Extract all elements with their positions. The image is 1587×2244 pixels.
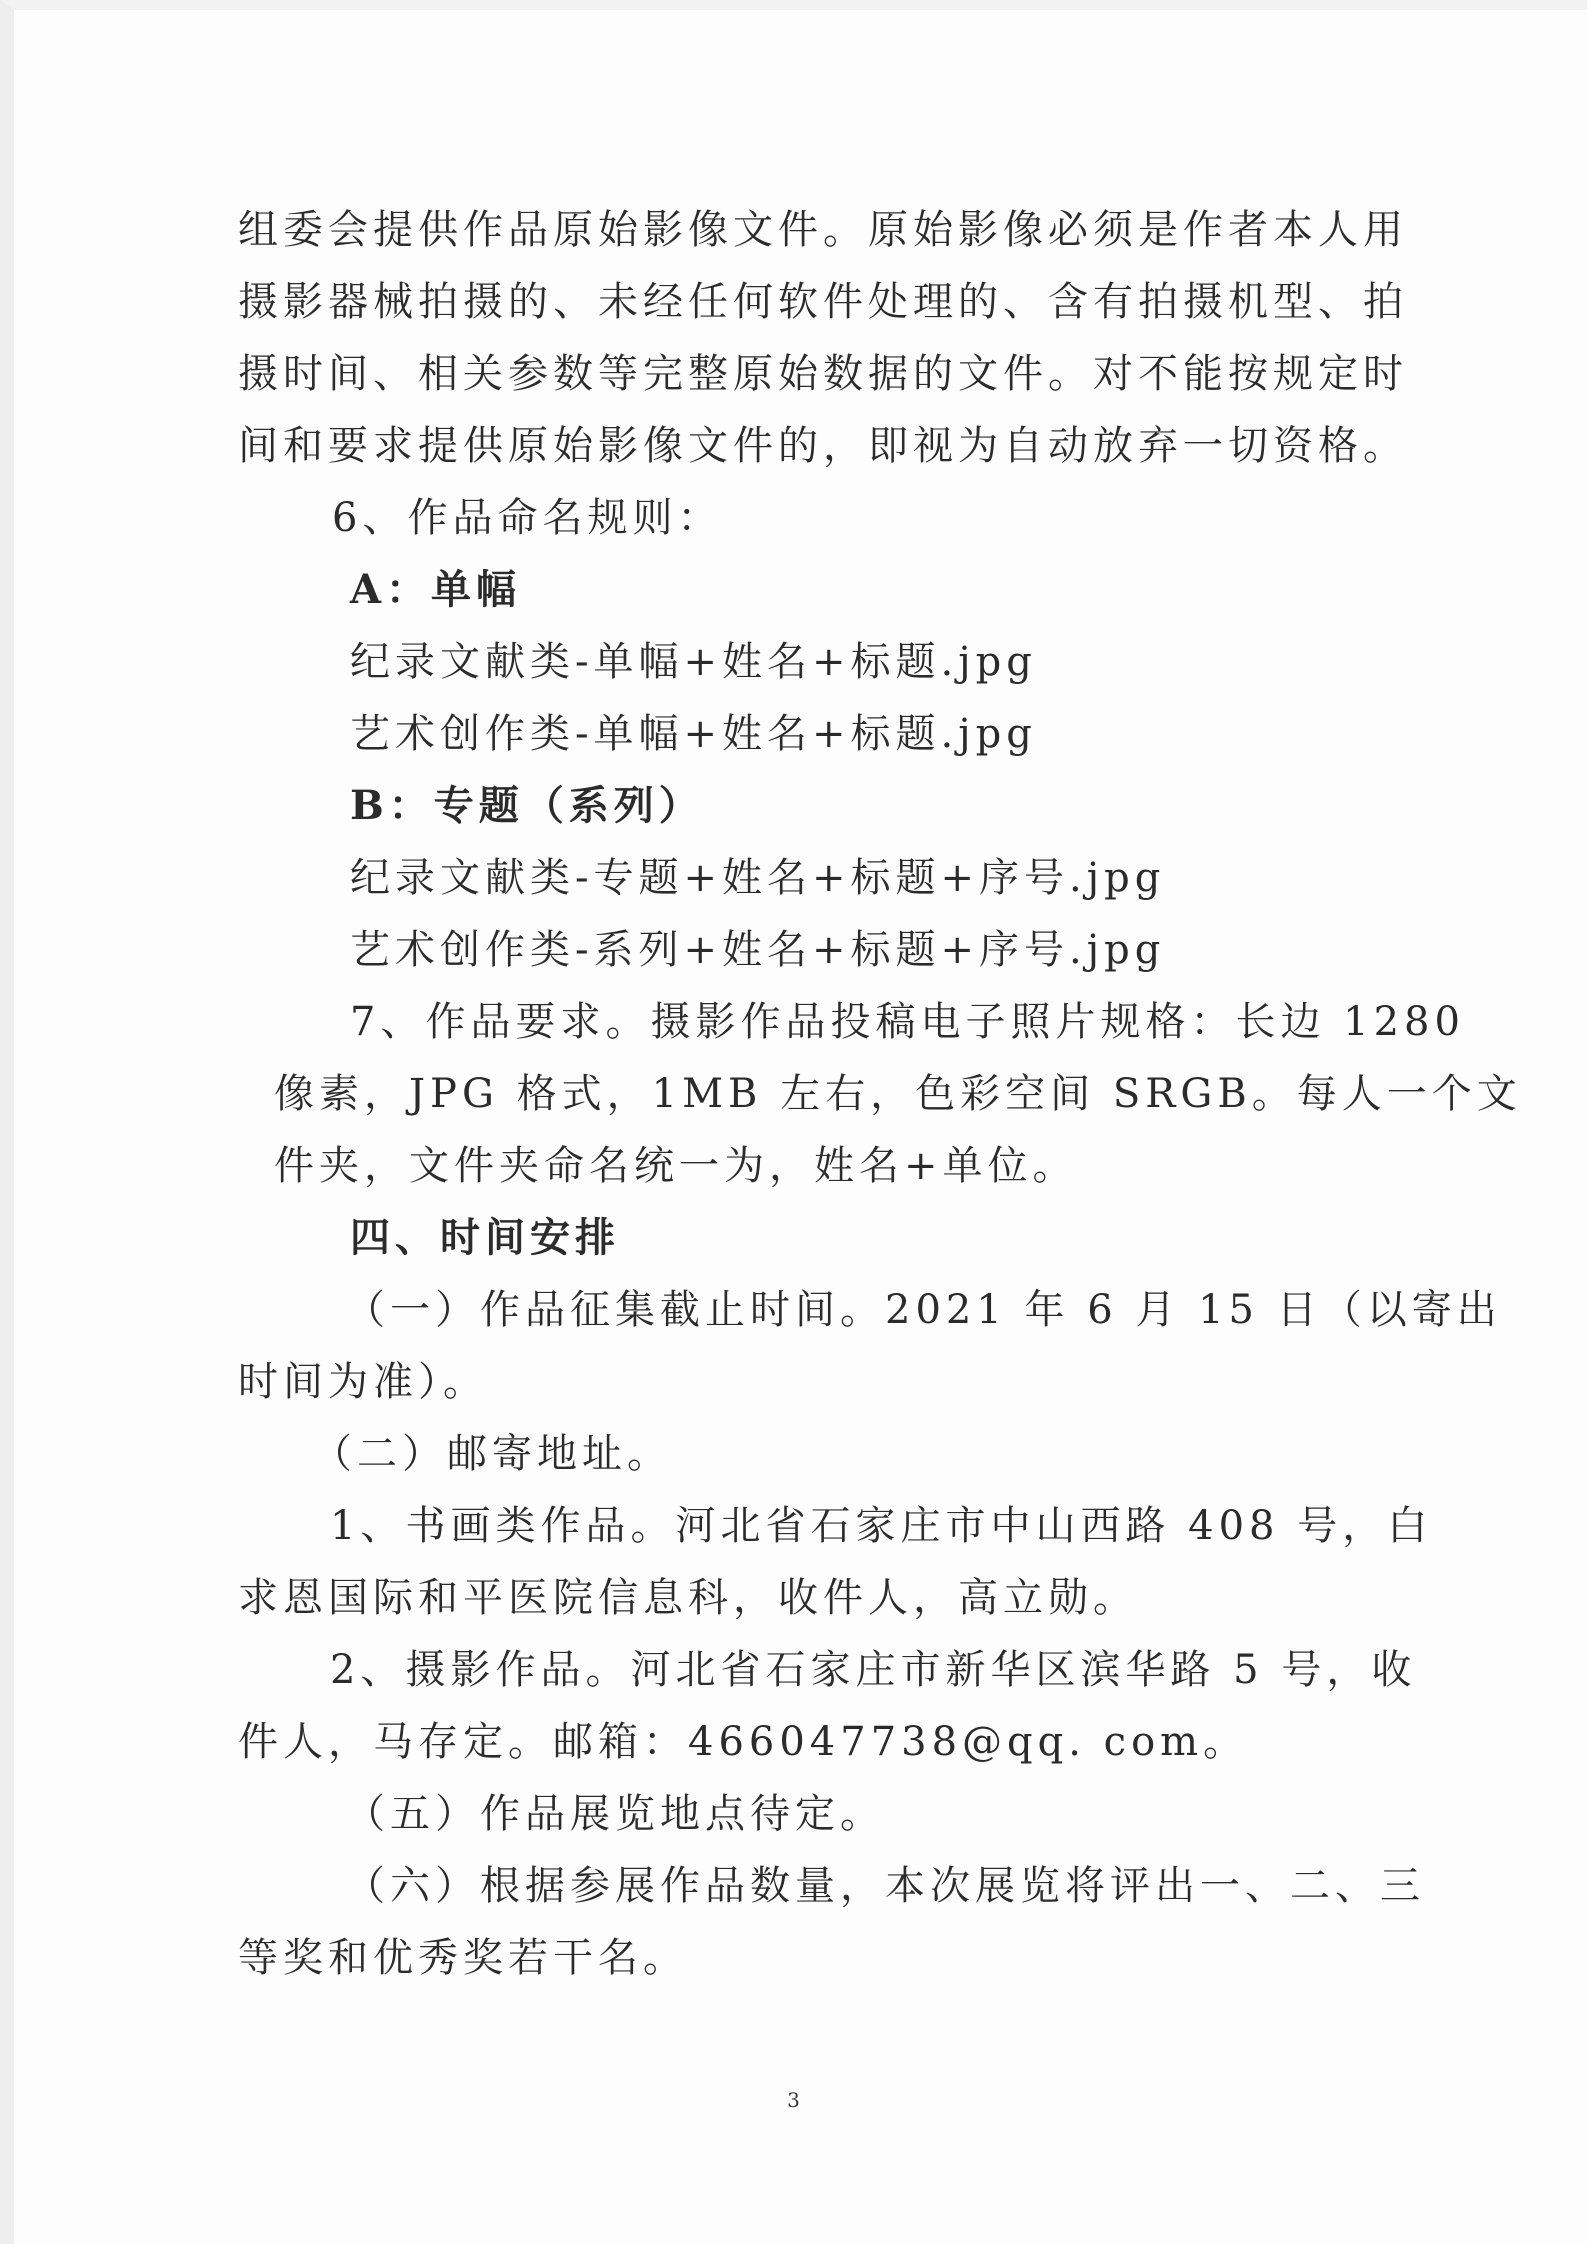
section-heading: 四、时间安排 [350,1214,620,1261]
sub-heading: A：单幅 [350,566,522,613]
paragraph-line: 间和要求提供原始影像文件的，即视为自动放弃一切资格。 [238,423,1408,469]
paragraph-line: 摄影器械拍摄的、未经任何软件处理的、含有拍摄机型、拍 [238,279,1408,325]
paragraph-line: 件人，马存定。邮箱：466047738@qq. com。 [238,1719,1249,1765]
paragraph-line: 像素，JPG 格式，1MB 左右，色彩空间 SRGB。每人一个文 [274,1071,1522,1117]
paragraph-line: 等奖和优秀奖若干名。 [238,1935,688,1981]
paragraph-line: （六）根据参展作品数量，本次展览将评出一、二、三 [345,1863,1425,1909]
list-item: 艺术创作类-系列+姓名+标题+序号.jpg [350,927,1166,973]
sub-heading: B：专题（系列） [350,782,704,829]
paragraph-line: 时间为准）。 [238,1359,488,1405]
page-number: 3 [787,2088,800,2112]
paragraph-line: 2、摄影作品。河北省石家庄市新华区滨华路 5 号，收 [330,1647,1417,1693]
section-heading: 6、作品命名规则： [332,495,723,541]
paragraph-line: 件夹，文件夹命名统一为，姓名+单位。 [274,1143,1078,1189]
paragraph-line: 1、书画类作品。河北省石家庄市中山西路 408 号，白 [330,1503,1433,1549]
paragraph-line: 求恩国际和平医院信息科，收件人，高立勋。 [238,1575,1138,1621]
paragraph-line: （一）作品征集截止时间。2021 年 6 月 15 日（以寄出 [345,1287,1502,1333]
list-item: 纪录文献类-专题+姓名+标题+序号.jpg [350,855,1166,901]
list-item: 艺术创作类-单幅+姓名+标题.jpg [350,711,1037,757]
paragraph-line: （五）作品展览地点待定。 [345,1791,885,1837]
paragraph-line: （二）邮寄地址。 [312,1431,672,1477]
paragraph-line: 组委会提供作品原始影像文件。原始影像必须是作者本人用 [238,207,1408,253]
list-item: 纪录文献类-单幅+姓名+标题.jpg [350,639,1037,685]
paragraph-line: 7、作品要求。摄影作品投稿电子照片规格：长边 1280 [350,999,1465,1045]
paragraph-line: 摄时间、相关参数等完整原始数据的文件。对不能按规定时 [238,351,1408,397]
